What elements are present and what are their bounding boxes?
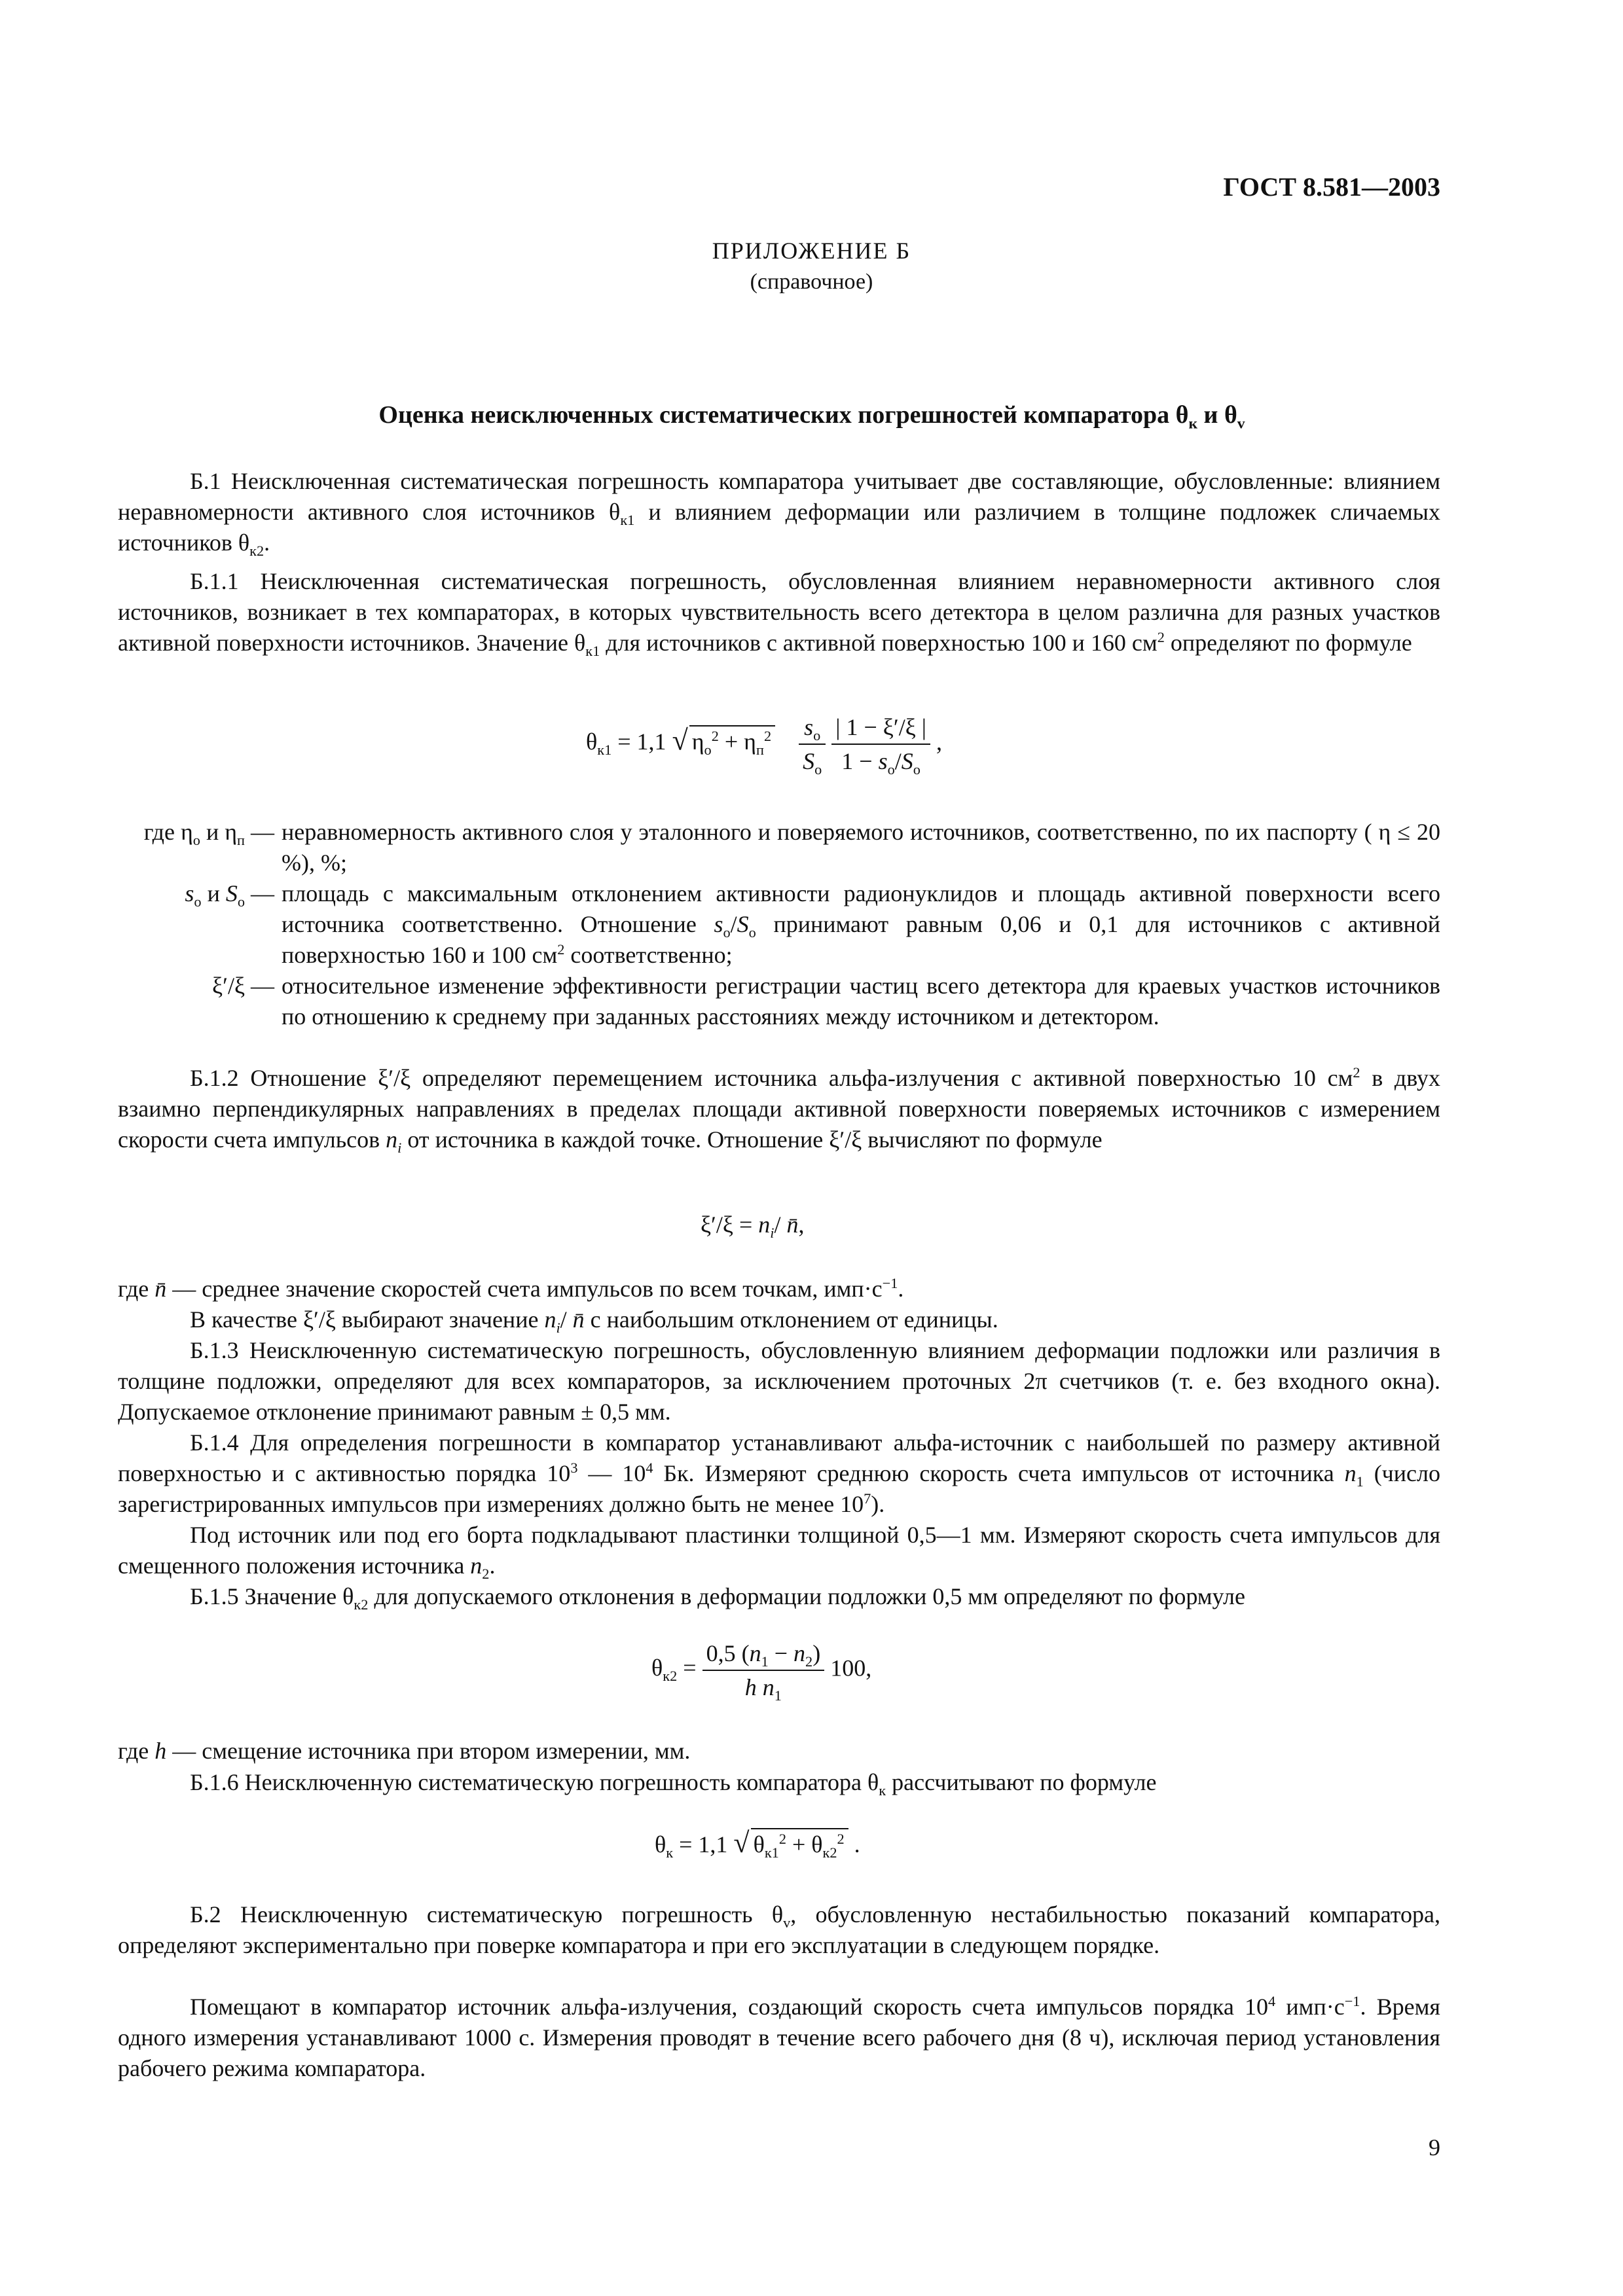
- paragraph-b2: Б.2 Неисключенную систематическую погрешность $\theta_v$, обусловленную нестабильностью показаний компаратора, определяют экспериментально при поверке компаратора и при его эксплуатации в следующем порядке.: [118, 1901, 1441, 1958]
- document-code: ГОСТ 8.581—2003: [1223, 172, 1440, 202]
- appendix-title: ПРИЛОЖЕНИЕ Б: [712, 238, 911, 264]
- formula-lhs: $\theta_к = 1,1$: [655, 1831, 734, 1861]
- formula-theta-k2: [651, 1640, 872, 1704]
- fraction-denominator: $1 - s_о/S_о$: [831, 744, 930, 775]
- section-title: Оценка неисключенных систематических погрешностей компаратора $\theta_к$ и $\theta_v$: [378, 401, 1245, 433]
- definition-text-xi: относительное изменение эффективности регистрации частиц всего детектора для краевых участков источников по отношению к среднему при заданных расстояниях между источником и детектором.: [282, 973, 1440, 1030]
- paragraph-b1-2: Б.1.2 Отношение ξ′/ξ определяют перемещением источника альфа-излучения с активной поверхностью 10 $см^2$ в двух взаимно перпендикулярных направлениях в пределах площади активной поверхности поверяемых источников с измерением скорости счета импульсов $n_i$ от источника в каждой точке. Отношение ξ′/ξ вычисляют по формуле: [118, 1064, 1440, 1157]
- formula-xi-ratio: $\xi'/\xi = n_i/$ n̄,: [701, 1211, 805, 1242]
- formula-lhs: $\theta_{к2}$ =: [651, 1655, 697, 1685]
- fraction-efficiency: [831, 713, 930, 778]
- formula-punctuation: ,: [936, 728, 942, 755]
- paragraph-b1: Б.1 Неисключенная систематическая погрешность компаратора учитывает две составляющие, обусловленные: влиянием неравномерности активного слоя источников $\theta_{к1}$ и влиянием деформации или различием в толщине подложек сличаемых источников $\theta_{к2}$.: [118, 468, 1440, 560]
- formula-radicand: $\theta_{к1}^2 + \theta_{к2}^2$: [751, 1828, 848, 1858]
- paragraph-b1-5: Б.1.5 Значение $\theta_{к2}$ для допускаемого отклонения в деформации подложки 0,5 мм определяют по формуле: [190, 1583, 1245, 1613]
- definition-term-xi: ξ′/ξ —: [212, 973, 274, 999]
- paragraph-spacers: Под источник или под его борта подкладывают пластинки толщиной 0,5—1 мм. Измеряют скорость счета импульсов для смещенного положения источника $n_2$.: [118, 1522, 1440, 1583]
- appendix-subtitle: (справочное): [750, 270, 873, 294]
- definition-h: где h — смещение источника при втором измерении, мм.: [118, 1738, 691, 1764]
- paragraph-b1-3: Б.1.3 Неисключенную систематическую погрешность, обусловленную влиянием деформации подложки или различия в толщине подложки, определяют для всех компараторов, за исключением проточных 2π счетчиков (т. е. без входного окна). Допускаемое отклонение принимают равным ± 0,5 мм.: [118, 1337, 1440, 1425]
- definition-term-area: $s_о$ и $S_о$ —: [185, 880, 274, 910]
- formula-theta-k: [655, 1826, 860, 1859]
- formula-lhs: $\theta_{к1} = 1,1$: [586, 728, 672, 759]
- radical-sign: √: [733, 1827, 750, 1859]
- definition-nbar: где n̄ — среднее значение скоростей счета импульсов по всем точкам, $имп\cdot с^{-1}$.: [118, 1275, 904, 1302]
- fraction-area-ratio: [799, 713, 826, 778]
- formula-tail: .: [848, 1831, 860, 1857]
- page-number: 9: [1429, 2134, 1440, 2161]
- fraction-denominator: h $n_1$: [702, 1670, 825, 1701]
- definition-term-eta: где $\eta_о$ и $\eta_п$ —: [143, 819, 274, 849]
- paragraph-b1-6: Б.1.6 Неисключенную систематическую погрешность компаратора $\theta_к$ рассчитывают по формуле: [190, 1769, 1157, 1799]
- definition-text-area: площадь с максимальным отклонением активности радионуклидов и площадь активной поверхности всего источника соответственно. Отношение $s_о/S_о$ принимают равным 0,06 и 0,1 для источников с активной поверхностью 160 и 100 $см^2$ соответственно;: [282, 880, 1440, 968]
- radical-sign: √: [672, 724, 688, 757]
- fraction-numerator: 0,5 $(n_1 - n_2)$: [706, 1640, 821, 1670]
- formula-radicand: $\eta_о^2 + \eta_п^2$: [689, 725, 775, 755]
- paragraph-choice: В качестве ξ′/ξ выбирают значение $n_i/$ n̄ с наибольшим отклонением от единицы.: [190, 1306, 998, 1336]
- paragraph-b1-1: Б.1.1 Неисключенная систематическая погрешность, обусловленная влиянием неравномерности активного слоя источников, возникает в тех компараторах, в которых чувствительность всего детектора в целом различна для разных участков активной поверхности источников. Значение $\theta_{к1}$ для источников с активной поверхностью 100 и 160 $см^2$ определяют по формуле: [118, 568, 1440, 660]
- formula-theta-k1: [586, 713, 942, 778]
- fraction-deformation: [702, 1640, 825, 1704]
- fraction-numerator: | 1 − ξ′/ξ |: [835, 714, 926, 740]
- paragraph-procedure: Помещают в компаратор источник альфа-излучения, создающий скорость счета импульсов порядка $10^4$ $имп\cdot с^{-1}$. Время одного измерения устанавливают 1000 с. Измерения проводят в течение всего рабочего дня (8 ч), исключая период установления рабочего режима компаратора.: [118, 1993, 1440, 2081]
- formula-tail: 100,: [824, 1655, 872, 1681]
- fraction-numerator: $s_о$: [804, 714, 821, 744]
- definition-text-eta: неравномерность активного слоя у эталонного и поверяемого источников, соответственно, по их паспорту ( η ≤ 20 %), %;: [282, 819, 1440, 876]
- paragraph-b1-4: Б.1.4 Для определения погрешности в компаратор устанавливают альфа-источник с наибольшей по размеру активной поверхностью и с активностью порядка $10^3$ — $10^4$ Бк. Измеряют среднюю скорость счета импульсов от источника $n_1$ (число зарегистрированных импульсов при измерениях должно быть не менее $10^7$).: [118, 1429, 1440, 1517]
- fraction-denominator: $S_о$: [799, 744, 826, 775]
